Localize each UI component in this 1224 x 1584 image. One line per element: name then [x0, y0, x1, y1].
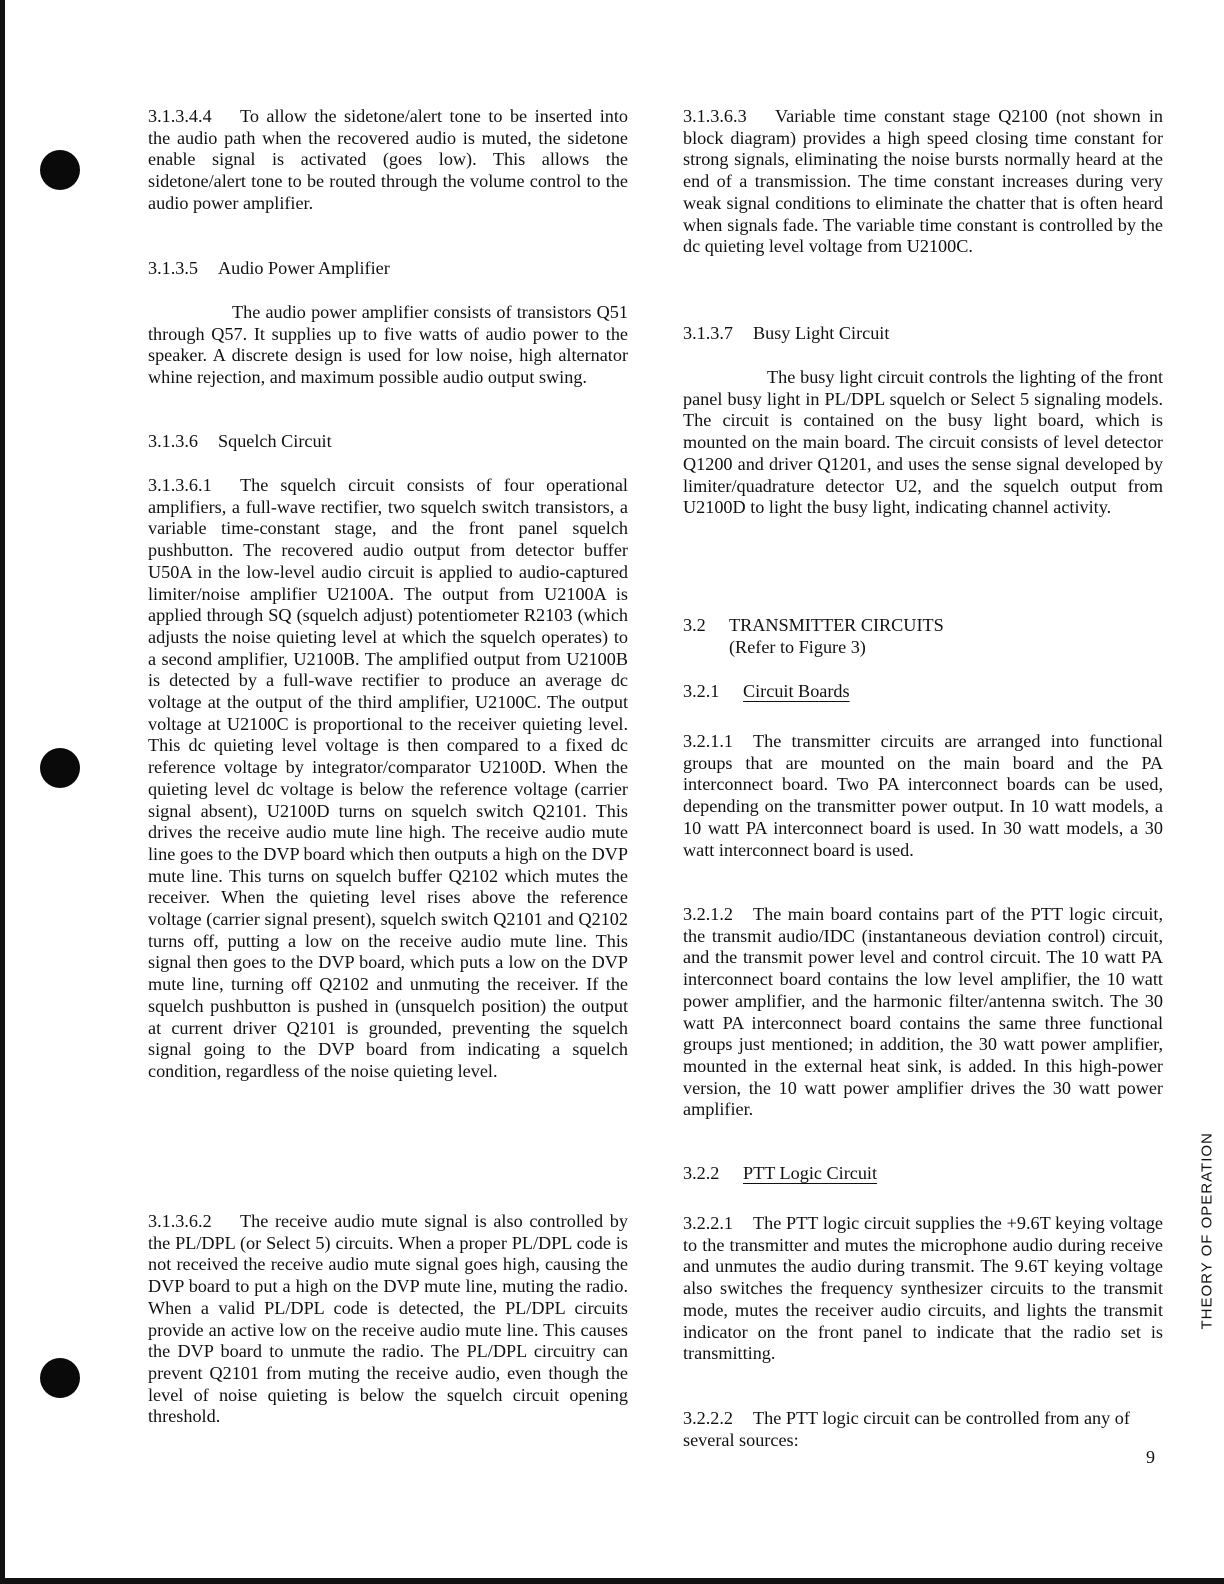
heading-circuit-boards: 3.2.1 Circuit Boards — [683, 681, 850, 701]
scan-edge — [0, 0, 5, 1584]
paragraph-3-1-3-6-3: 3.1.3.6.3 Variable time constant stage Q2100 (not shown in block diagram) provides a high speed closing time constant for strong signals, eliminating the noise bursts normally heard at the end of a transmission. The time constant increases during very weak signal conditions to eliminate the chatter that is often heard when signals fade. The variable time constant is controlled by the dc quieting level voltage from U2100C. — [683, 106, 1163, 257]
paragraph-3-1-3-4-4: 3.1.3.4.4 To allow the sidetone/alert tone to be inserted into the audio path when the recovered audio is muted, the sidetone enable signal is activated (goes low). This allows the sidetone/alert tone to be routed through the volume control to the audio power amplifier. — [148, 106, 628, 213]
page-number: 9 — [1146, 1447, 1155, 1467]
punch-hole-icon — [40, 150, 80, 190]
side-tab-label: THEORY OF OPERATION — [1198, 1132, 1216, 1330]
heading-ptt-logic-circuit: 3.2.2 PTT Logic Circuit — [683, 1163, 878, 1183]
heading-audio-power-amplifier: 3.1.3.5 Audio Power Amplifier — [148, 258, 390, 278]
scan-bottom-edge — [0, 1578, 1224, 1584]
paragraph-3-2-2-1: 3.2.2.1 The PTT logic circuit supplies the +9.6T keying voltage to the transmitter and mutes the microphone audio during receive and unmutes the audio during transmit. The 9.6T keying voltage also switches the frequency synthesizer circuits to the transmit mode, mutes the receiver audio circuits, and lights the transmit indicator on the front panel to indicate that the radio set is transmitting. — [683, 1213, 1163, 1364]
punch-hole-icon — [40, 1358, 80, 1398]
paragraph-audio-power-amplifier: The audio power amplifier consists of transistors Q51 through Q57. It supplies up to five watts of audio power to the speaker. A discrete design is used for low noise, high alternator whine rejection, and maximum possible audio output swing. — [148, 302, 628, 388]
paragraph-3-2-1-2: 3.2.1.2 The main board contains part of the PTT logic circuit, the transmit audio/IDC (instantaneous deviation control) circuit, and the transmit power level and control circuit. The 10 watt PA interconnect board contains the low level amplifier, the 10 watt power amplifier, and the harmonic filter/antenna switch. The 30 watt PA interconnect board contains the same three functional groups just mentioned; in addition, the 30 watt power amplifier, mounted in the external heat sink, is added. In this high-power version, the 10 watt power amplifier drives the 30 watt power amplifier. — [683, 904, 1163, 1120]
paragraph-3-2-2-2: 3.2.2.2 The PTT logic circuit can be controlled from any of several sources: — [683, 1408, 1130, 1450]
heading-transmitter-circuits: 3.2 TRANSMITTER CIRCUITS (Refer to Figure 3) — [683, 615, 944, 657]
paragraph-3-2-1-1: 3.2.1.1 The transmitter circuits are arranged into functional groups that are mounted on the main board and the PA interconnect board. Two PA interconnect boards can be used, depending on the transmitter power output. In 10 watt models, a 10 watt PA interconnect board is used. In 30 watt models, a 30 watt interconnect board is used. — [683, 731, 1163, 860]
paragraph-busy-light: The busy light circuit controls the lighting of the front panel busy light in PL/DPL squelch or Select 5 signaling models. The circuit is contained on the busy light board, which is mounted on the main board. The circuit consists of level detector Q1200 and driver Q1201, and uses the sense signal developed by limiter/quadrature detector U2, and the squelch output from U2100D to light the busy light, indicating channel activity. — [683, 367, 1163, 518]
heading-squelch-circuit: 3.1.3.6 Squelch Circuit — [148, 431, 332, 451]
heading-busy-light-circuit: 3.1.3.7 Busy Light Circuit — [683, 323, 890, 343]
paragraph-3-1-3-6-1: 3.1.3.6.1 The squelch circuit consists of four operational amplifiers, a full-wave rectifier, two squelch switch transistors, a variable time-constant stage, and the front panel squelch pushbutton. The recovered audio output from detector buffer U50A in the low-level audio circuit is applied to audio-captured limiter/noise amplifier U2100A. The output from U2100A is applied through SQ (squelch adjust) potentiometer R2103 (which adjusts the noise quieting level at which the squelch operates) to a second amplifier, U2100B. The amplified output from U2100B is detected by a full-wave rectifier to produce an average dc voltage at the output of the third amplifier, U2100C. The output voltage at U2100C is proportional to the receiver quieting level. This dc quieting level voltage is then compared to a fixed dc reference voltage by integrator/comparator U2100D. When the quieting level dc voltage is below the reference voltage (carrier signal absent), U2100D turns on squelch switch Q2101. This drives the receive audio mute line high. The receive audio mute line goes to the DVP board which then outputs a high on the DVP mute line. This turns on squelch buffer Q2102 which mutes the receiver. When the quieting level rises above the reference voltage (carrier signal present), squelch switch Q2101 and Q2102 turns off, putting a low on the receive audio mute line. This signal then goes to the DVP board, which puts a low on the DVP mute line, turning off Q2102 and unmuting the receiver. If the squelch pushbutton is pushed in (unsquelch position) the output at current driver Q2101 is grounded, preventing the squelch signal going to the DVP board from indicating a squelch condition, regardless of the noise quieting level. — [148, 475, 628, 1081]
paragraph-3-1-3-6-2: 3.1.3.6.2 The receive audio mute signal is also controlled by the PL/DPL (or Select 5) circuits. When a proper PL/DPL code is not received the receive audio mute signal goes high, causing the DVP board to put a high on the DVP mute line, muting the radio. When a valid PL/DPL code is detected, the PL/DPL circuits provide an active low on the receive audio mute line. This causes the DVP board to unmute the radio. The PL/DPL circuitry can prevent Q2101 from muting the receive audio, even though the level of noise quieting is below the squelch circuit opening threshold. — [148, 1211, 628, 1427]
punch-hole-icon — [40, 748, 80, 788]
